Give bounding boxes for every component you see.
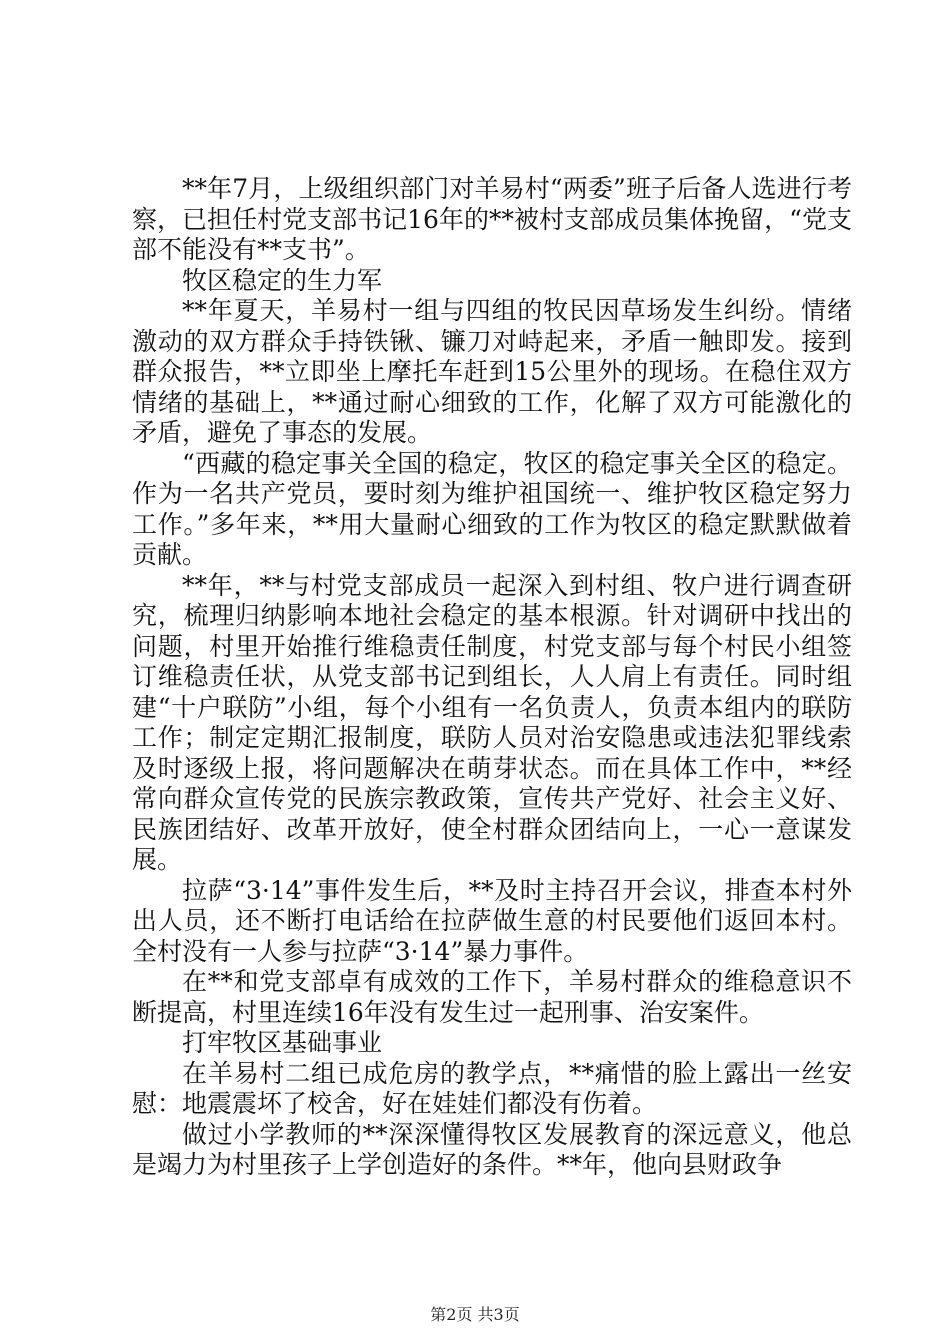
- paragraph: 做过小学教师的**深深懂得牧区发展教育的深远意义，他总是竭力为村里孩子上学创造好的条件。**年，他向县财政争: [132, 1119, 852, 1179]
- paragraph: 在**和党支部卓有成效的工作下，羊易村群众的维稳意识不断提高，村里连续16年没有发生过一起刑事、治安案件。: [132, 967, 852, 1027]
- section-heading: 打牢牧区基础事业: [182, 1028, 383, 1057]
- paragraph: **年7月，上级组织部门对羊易村“两委”班子后备人选进行考察，已担任村党支部书记16年的**被村支部成员集体挽留，“党支部不能没有**支书”。: [132, 174, 852, 264]
- section-heading: 牧区稳定的生力军: [182, 265, 383, 295]
- paragraph: **年，**与村党支部成员一起深入到村组、牧户进行调查研究，梳理归纳影响本地社会稳定的基本根源。针对调研中找出的问题，村里开始推行维稳责任制度，村党支部与每个村民小组签订维稳责任状，从党支部书记到组长，人人肩上有责任。同时组建“十户联防”小组，每个小组有一名负责人，负责本组内的联防工作；制定定期汇报制度，联防人员对治安隐患或违法犯罪线索及时逐级上报，将问题解决在萌芽状态。而在具体工作中，**经常向群众宣传党的民族宗教政策，宣传共产党好、社会主义好、民族团结好、改革开放好，使全村群众团结向上，一心一意谋发展。: [132, 570, 852, 874]
- page-number-label: 第2页 共3页: [430, 1305, 520, 1324]
- paragraph: 拉萨“3·14”事件发生后，**及时主持召开会议，排查本村外出人员，还不断打电话给在拉萨做生意的村民要他们返回本村。全村没有一人参与拉萨“3·14”暴力事件。: [132, 875, 852, 966]
- document-body: [132, 174, 852, 1181]
- paragraph: “西藏的稳定事关全国的稳定，牧区的稳定事关全区的稳定。作为一名共产党员，要时刻为维护祖国统一、维护牧区稳定努力工作。”多年来，**用大量耐心细致的工作为牧区的稳定默默做着贡献。: [132, 448, 852, 569]
- paragraph: 在羊易村二组已成危房的教学点，**痛惜的脸上露出一丝安慰：地震震坏了校舍，好在娃娃们都没有伤着。: [132, 1058, 852, 1118]
- paragraph: **年夏天，羊易村一组与四组的牧民因草场发生纠纷。情绪激动的双方群众手持铁锹、镰刀对峙起来，矛盾一触即发。接到群众报告，**立即坐上摩托车赶到15公里外的现场。在稳住双方情绪的基础上，**通过耐心细致的工作，化解了双方可能激化的矛盾，避免了事态的发展。: [132, 296, 852, 447]
- page-footer: [0, 1305, 950, 1325]
